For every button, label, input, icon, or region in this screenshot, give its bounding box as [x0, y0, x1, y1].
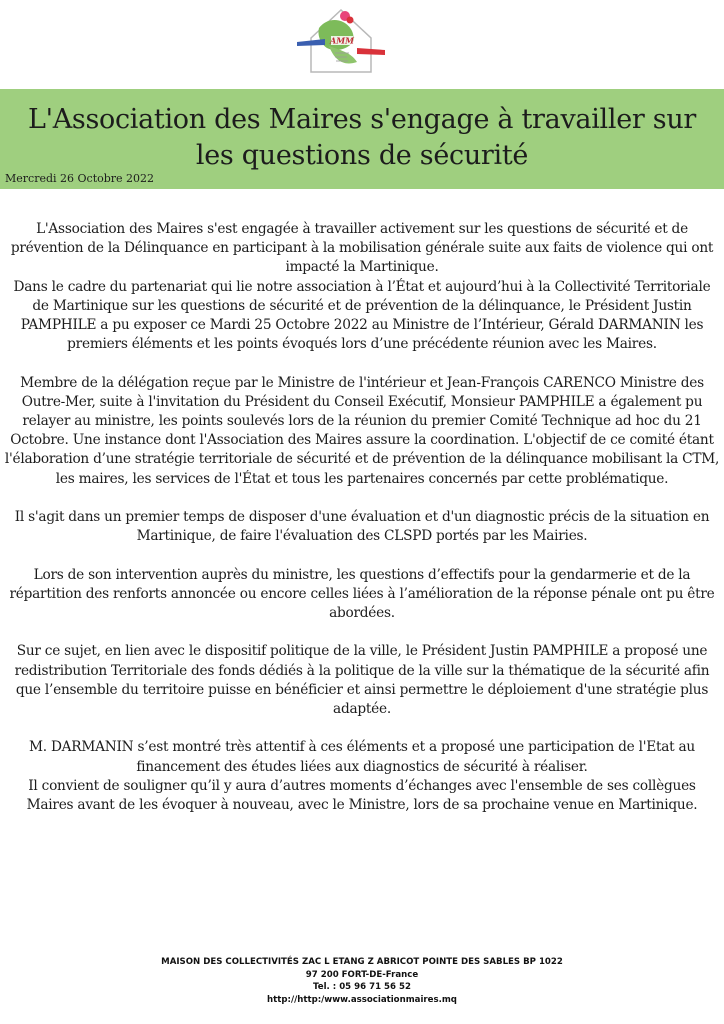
paragraph-line: Dans le cadre du partenariat qui lie notre association à l’État et aujourd’hui à la Collectivité Territoriale de Martinique sur les questions de sécurité et de prévention de la délinquance, le Président Justin PAMPHILE a pu exposer ce Mardi 25 Octobre 2022 au Ministre de l’Intérieur, Gérald DARMANIN les premiers éléments et les points évoqués lors d’une précédente réunion avec les Maires.: [13, 278, 711, 353]
paragraph-line: L'Association des Maires s'est engagée à travailler activement sur les questions de sécurité et de prévention de la Délinquance en participant à la mobilisation générale suite aux faits de violence qui ont impacté la Martinique.: [10, 221, 714, 276]
article-paragraph: [4, 566, 720, 624]
publication-date: Mercredi 26 Octobre 2022: [5, 172, 155, 185]
article-paragraph: [4, 738, 720, 815]
paragraph-line: Il convient de souligner qu’il y aura d’autres moments d’échanges avec l'ensemble de ses collègues Maires avant de les évoquer à nouveau, avec le Ministre, lors de sa prochaine venue en Martinique.: [26, 777, 698, 814]
article-paragraph: [4, 220, 720, 354]
footer-city: 97 200 FORT-DE-France: [305, 969, 419, 980]
logo-text: AMM: [330, 35, 354, 46]
paragraph-line: Sur ce sujet, en lien avec le dispositif politique de la ville, le Président Justin PAMPHILE a proposé une redistribution Territoriale des fonds dédiés à la politique de la ville sur la thématique de la sécurité afin que l’ensemble du territoire puisse en bénéficier et ainsi permettre le déploiement d'une stratégie plus adaptée.: [14, 643, 710, 718]
article-body: [4, 220, 720, 834]
article-paragraph: [4, 374, 720, 489]
footer-contact: [100, 956, 624, 1006]
paragraph-line: Membre de la délégation reçue par le Ministre de l'intérieur et Jean-François CARENCO Ministre des Outre-Mer, suite à l'invitation du Président du Conseil Exécutif, Monsieur PAMPHILE a également pu relayer au ministre, les points soulevés lors de la réunion du premier Comité Technique ad hoc du 21 Octobre. Une instance dont l'Association des Maires assure la coordination. L'objectif de ce comité étant l'élaboration d’une stratégie territoriale de sécurité et de prévention de la délinquance mobilisant la CTM, les maires, les services de l'État et tous les partenaires concernés par cette problématique.: [4, 374, 720, 487]
logo-graphic: [295, 6, 387, 74]
article-paragraph: [4, 508, 720, 546]
footer-phone: Tel. : 05 96 71 56 52: [313, 982, 411, 993]
footer-address: MAISON DES COLLECTIVITÉS ZAC L ETANG Z ABRICOT POINTE DES SABLES BP 1022: [161, 957, 563, 967]
paragraph-line: Il s'agit dans un premier temps de disposer d'une évaluation et d'un diagnostic précis de la situation en Martinique, de faire l'évaluation des CLSPD portés par les Mairies.: [14, 509, 710, 545]
association-logo: [295, 6, 387, 74]
page-title: L'Association des Maires s'engage à travailler sur les questions de sécurité: [27, 104, 697, 171]
paragraph-line: Lors de son intervention auprès du ministre, les questions d’effectifs pour la gendarmerie et de la répartition des renforts annoncée ou encore celles liées à l’amélioration de la réponse pénale ont pu être abordées.: [9, 566, 715, 622]
article-paragraph: [4, 642, 720, 719]
footer-website-link[interactable]: http://http:/www.associationmaires.mq: [267, 994, 457, 1005]
paragraph-line: M. DARMANIN s’est montré très attentif à ces éléments et a proposé une participation de l'Etat au financement des études liées aux diagnostics de sécurité à réaliser.: [28, 739, 695, 775]
